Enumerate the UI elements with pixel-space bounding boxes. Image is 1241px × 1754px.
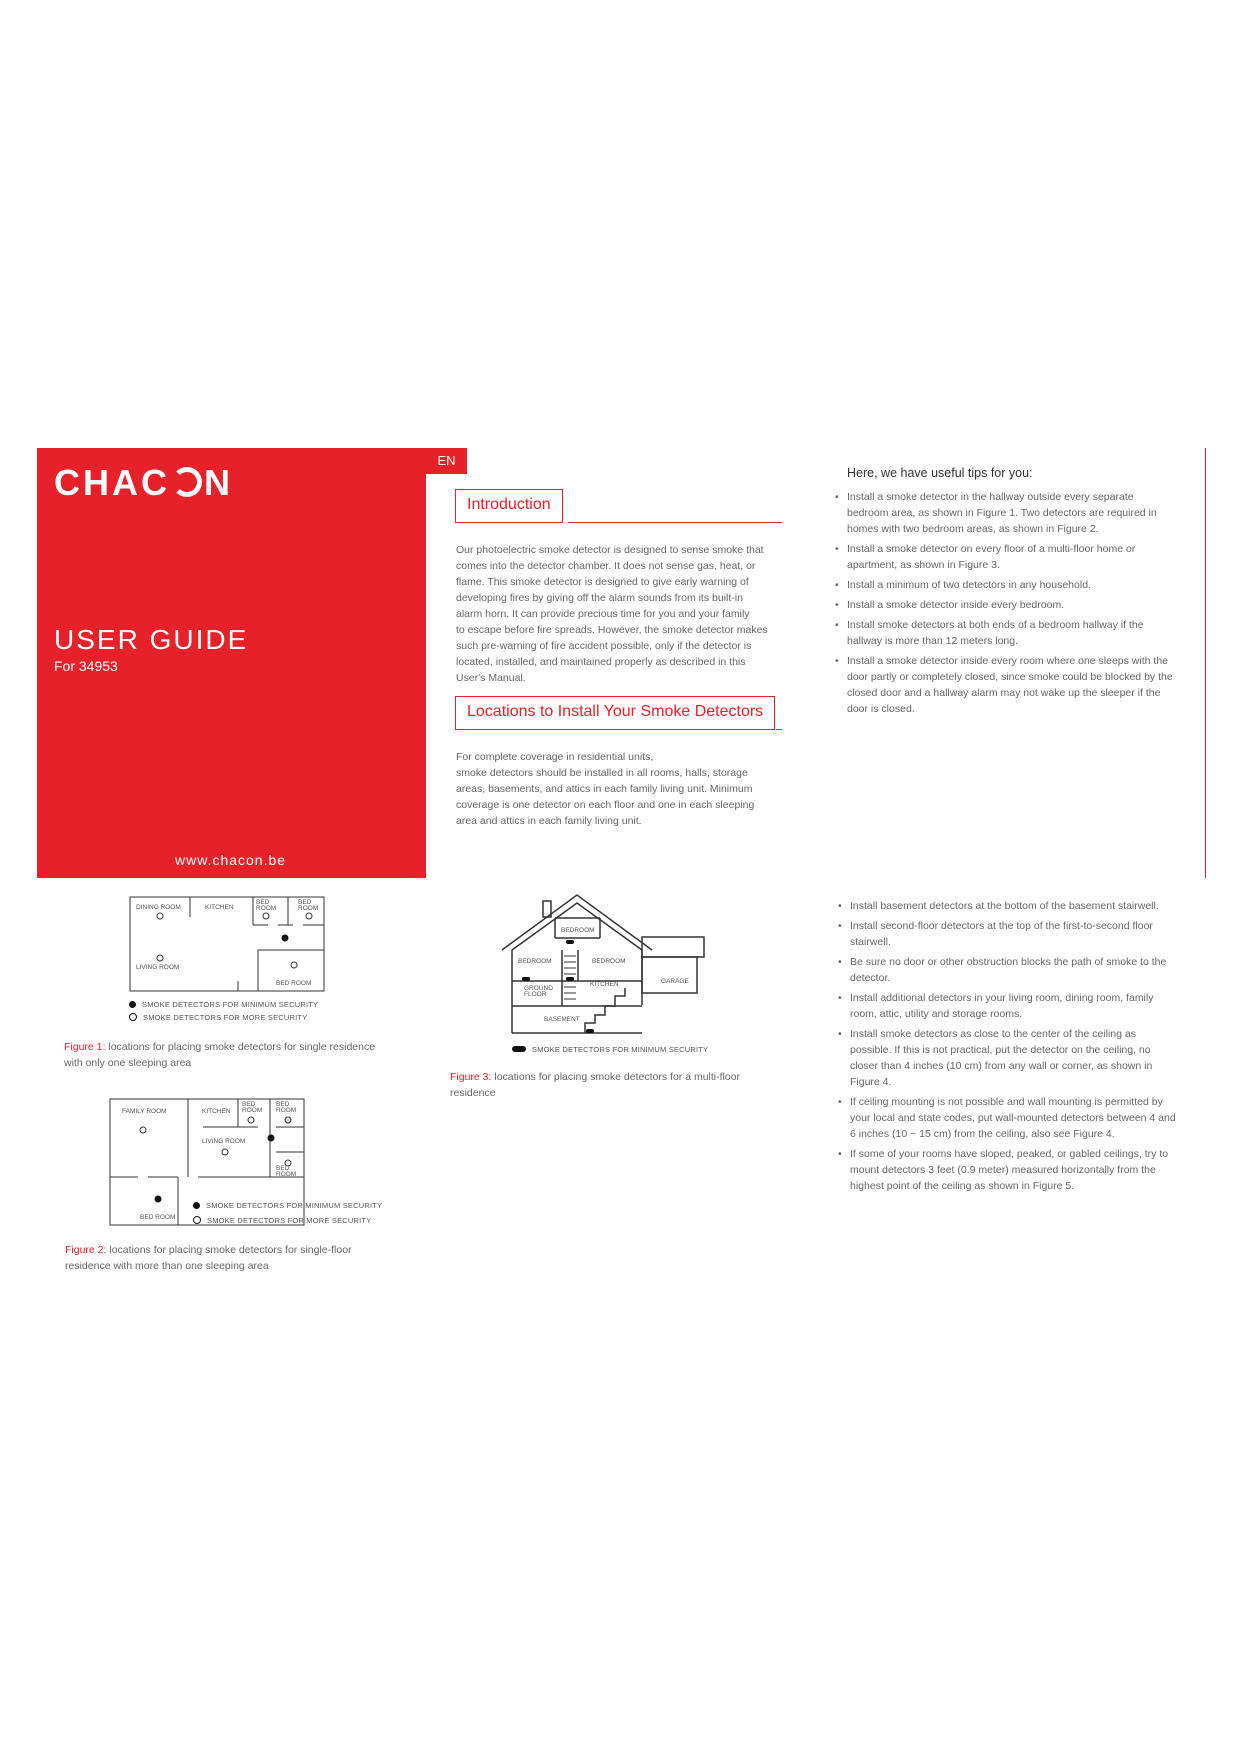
locations-text: For complete coverage in residential units, smoke detectors should be installed in all rooms, halls, storage areas, basements, and attics in each family living unit. Minimum coverage is one detector on each floor and one in each sleeping area and attics in each family living unit. [456,751,755,827]
heading-underline [776,729,782,730]
list-item: • Install a smoke detector in the hallway outside every separate bedroom area, as shown in Figure 1. Two detectors are required in homes with two bedroom areas, as shown in Figure 2. [835,489,1173,537]
svg-text:ROOM: ROOM [276,1107,297,1114]
locations-heading: Locations to Install Your Smoke Detectors [455,696,775,730]
list-item: • Install additional detectors in your living room, dining room, family room, attic, utility and storage rooms. [838,990,1178,1022]
list-item: • If some of your rooms have sloped, peaked, or gabled ceilings, try to mount detectors 3 feet (0.9 meter) measured horizontally from the highest point of the ceiling as shown in Figure 5. [838,1146,1178,1194]
figure-1-legend: SMOKE DETECTORS FOR MINIMUM SECURITY SMOKE DETECTORS FOR MORE SECURITY [129,1000,318,1022]
list-item: • Install a minimum of two detectors in any household. [835,577,1173,593]
svg-text:FLOOR: FLOOR [524,991,547,998]
hollow-dot-icon [193,1216,201,1224]
list-item: • Install a smoke detector inside every bedroom. [835,597,1173,613]
svg-text:ROOM: ROOM [256,905,277,912]
figure-3-house-diagram [500,893,710,1038]
svg-text:BED: BED [298,899,312,906]
website-link[interactable]: www.chacon.be [175,852,287,868]
figure-3-caption: Figure 3: locations for placing smoke detectors for a multi-floor residence [450,1071,741,1099]
svg-text:DINING ROOM: DINING ROOM [136,904,181,911]
svg-text:BEDROOM: BEDROOM [561,927,595,934]
figure-2-legend: SMOKE DETECTORS FOR MINIMUM SECURITY SMOKE DETECTORS FOR MORE SECURITY [193,1201,382,1225]
svg-text:ROOM: ROOM [298,905,319,912]
svg-text:FAMILY ROOM: FAMILY ROOM [122,1108,167,1115]
svg-text:BED: BED [276,1101,290,1108]
filled-dot-icon [193,1202,200,1209]
svg-text:LIVING ROOM: LIVING ROOM [202,1138,246,1145]
tips-list [835,489,1173,721]
brand-logo: CHAC N [54,462,233,503]
svg-text:BEDROOM: BEDROOM [518,958,552,965]
figure-2-caption: Figure 2: locations for placing smoke detectors for single-floor residence with more than one sleeping area [65,1244,352,1272]
introduction-text: Our photoelectric smoke detector is designed to sense smoke that comes into the detector chamber. It does not sense gas, heat, or flame. This smoke detector is designed to give early warning of developing fires by giving off the alarm sounds from its built-in alarm horn. It can provide precious time for you and your family to escape before fire spreads. However, the smoke detector makes such pre-warning of fire accident possible, only if the detector is located, installed, and maintained properly as described in this User's Manual. [456,544,768,684]
svg-text:BED: BED [256,899,270,906]
svg-text:ROOM: ROOM [276,1171,297,1178]
introduction-heading: Introduction [455,489,563,523]
svg-text:KITCHEN: KITCHEN [205,904,234,911]
svg-text:KITCHEN: KITCHEN [590,981,619,988]
svg-text:BED: BED [242,1101,256,1108]
svg-text:GROUND: GROUND [524,985,553,992]
svg-text:BASEMENT: BASEMENT [544,1016,580,1023]
heading-underline [568,522,782,523]
figure-1-caption: Figure 1: locations for placing smoke detectors for single residence with only one sleeping area [64,1041,376,1069]
list-item: • Install smoke detectors as close to the center of the ceiling as possible. If this is not practical, put the detector on the ceiling, no closer than 4 inches (10 cm) from any wall or corner, as shown in Figure 4. [838,1026,1178,1090]
more-tips-list [838,898,1178,1198]
language-tab: EN [426,448,467,474]
figure-3-legend: SMOKE DETECTORS FOR MINIMUM SECURITY [512,1045,708,1054]
svg-text:BEDROOM: BEDROOM [592,958,626,965]
document-subtitle: For 34953 [54,658,118,674]
figure-1-floor-plan [128,895,328,993]
hollow-dot-icon [129,1013,137,1021]
svg-text:KITCHEN: KITCHEN [202,1108,231,1115]
list-item: • Install a smoke detector on every floor of a multi-floor home or apartment, as shown in Figure 3. [835,541,1173,573]
svg-text:ROOM: ROOM [242,1107,263,1114]
tips-title: Here, we have useful tips for you: [847,466,1033,480]
list-item: • Install a smoke detector inside every room where one sleeps with the door partly or completely closed, since smoke could be blocked by the closed door and a hallway alarm may not wake up the sleeper if the door is closed. [835,653,1173,717]
list-item: • Be sure no door or other obstruction blocks the path of smoke to the detector. [838,954,1178,986]
document-title: USER GUIDE [54,624,249,655]
svg-text:BED ROOM: BED ROOM [276,980,312,987]
red-margin-line [1205,448,1206,878]
list-item: • Install smoke detectors at both ends of a bedroom hallway if the hallway is more than 12 meters long. [835,617,1173,649]
svg-text:BED: BED [276,1165,290,1172]
logo-o-icon [172,467,202,497]
svg-text:GARAGE: GARAGE [661,978,689,985]
list-item: • Install basement detectors at the bottom of the basement stairwell. [838,898,1178,914]
filled-dot-icon [129,1001,136,1008]
detector-icon [512,1046,526,1052]
list-item: • Install second-floor detectors at the top of the first-to-second floor stairwell. [838,918,1178,950]
svg-text:BED ROOM: BED ROOM [140,1214,176,1221]
svg-text:LIVING ROOM: LIVING ROOM [136,964,180,971]
list-item: • If ceiling mounting is not possible and wall mounting is permitted by your local and state codes, put wall-mounted detectors between 4 and 6 inches (10 ~ 15 cm) from the ceiling, also see Figure 4. [838,1094,1178,1142]
